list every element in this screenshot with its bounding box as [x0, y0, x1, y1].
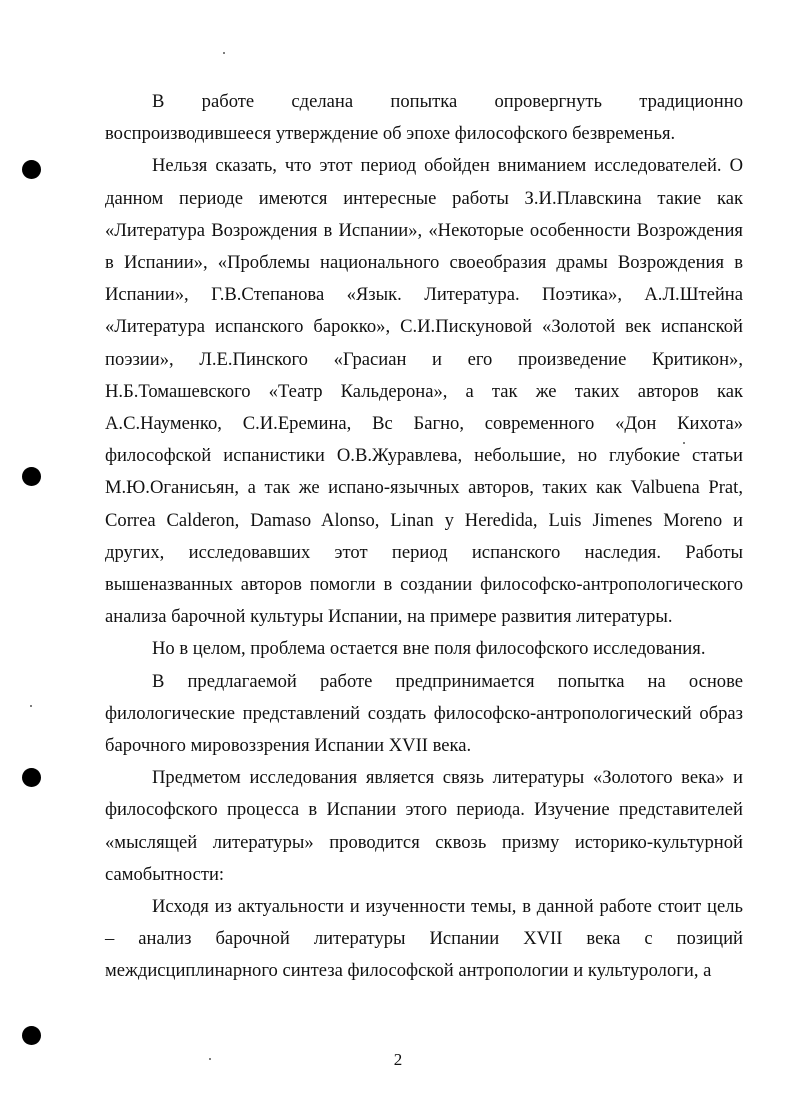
paragraph: Исходя из актуальности и изученности темы, в данной работе стоит цель – анализ барочной литературы Испании XVII века с позиций междисциплинарного синтеза философской антропологии и культурологи, а — [105, 896, 743, 982]
paragraph: Предметом исследования является связь литературы «Золотого века» и философского процесса в Испании этого периода. Изучение представителей «мыслящей литературы» проводится сквозь призму историко-культурной самобытности: — [105, 767, 743, 885]
body-text — [105, 86, 743, 988]
punch-hole-mark — [22, 467, 41, 486]
scan-speck — [30, 705, 32, 707]
page-number: 2 — [393, 1050, 403, 1069]
punch-hole-mark — [22, 160, 41, 179]
punch-hole-mark — [22, 768, 41, 787]
paragraph: Нельзя сказать, что этот период обойден вниманием исследователей. О данном периоде имеются интересные работы З.И.Плавскина такие как «Литература Возрождения в Испании», «Некоторые особенности Возрождения в Испании», «Проблемы национального своеобразия драмы Возрождения в Испании», Г.В.Степанова «Язык. Литература. Поэтика», А.Л.Штейна «Литература испанского барокко», С.И.Пискуновой «Золотой век испанской поэзии», Л.Е.Пинского «Грасиан и его произведение Критикон», Н.Б.Томашевского «Театр Кальдерона», а так же таких авторов как А.С.Науменко, С.И.Еремина, Вс Багно, современного «Дон Кихота» философской испанистики О.В.Журавлева, небольшие, но глубокие статьи М.Ю.Оганисьян, а так же испано-язычных авторов, таких как Valbuena Prat, Correa Calderon, Damaso Alonso, Linan y Heredida, Luis Jimenes Moreno и других, исследовавших этот период испанского наследия. Работы вышеназванных авторов помогли в создании философско-антропологического анализа барочной культуры Испании, на примере развития литературы. — [105, 155, 743, 628]
paragraph: В предлагаемой работе предпринимается попытка на основе филологические представлений создать философско-антропологический образ барочного мировоззрения Испании XVII века. — [105, 670, 743, 757]
paragraph: Но в целом, проблема остается вне поля философского исследования. — [152, 638, 706, 660]
punch-hole-mark — [22, 1026, 41, 1045]
paragraph: В работе сделана попытка опровергнуть традиционно воспроизводившееся утверждение об эпохе философского безвременья. — [105, 91, 743, 145]
scan-speck — [223, 52, 225, 54]
